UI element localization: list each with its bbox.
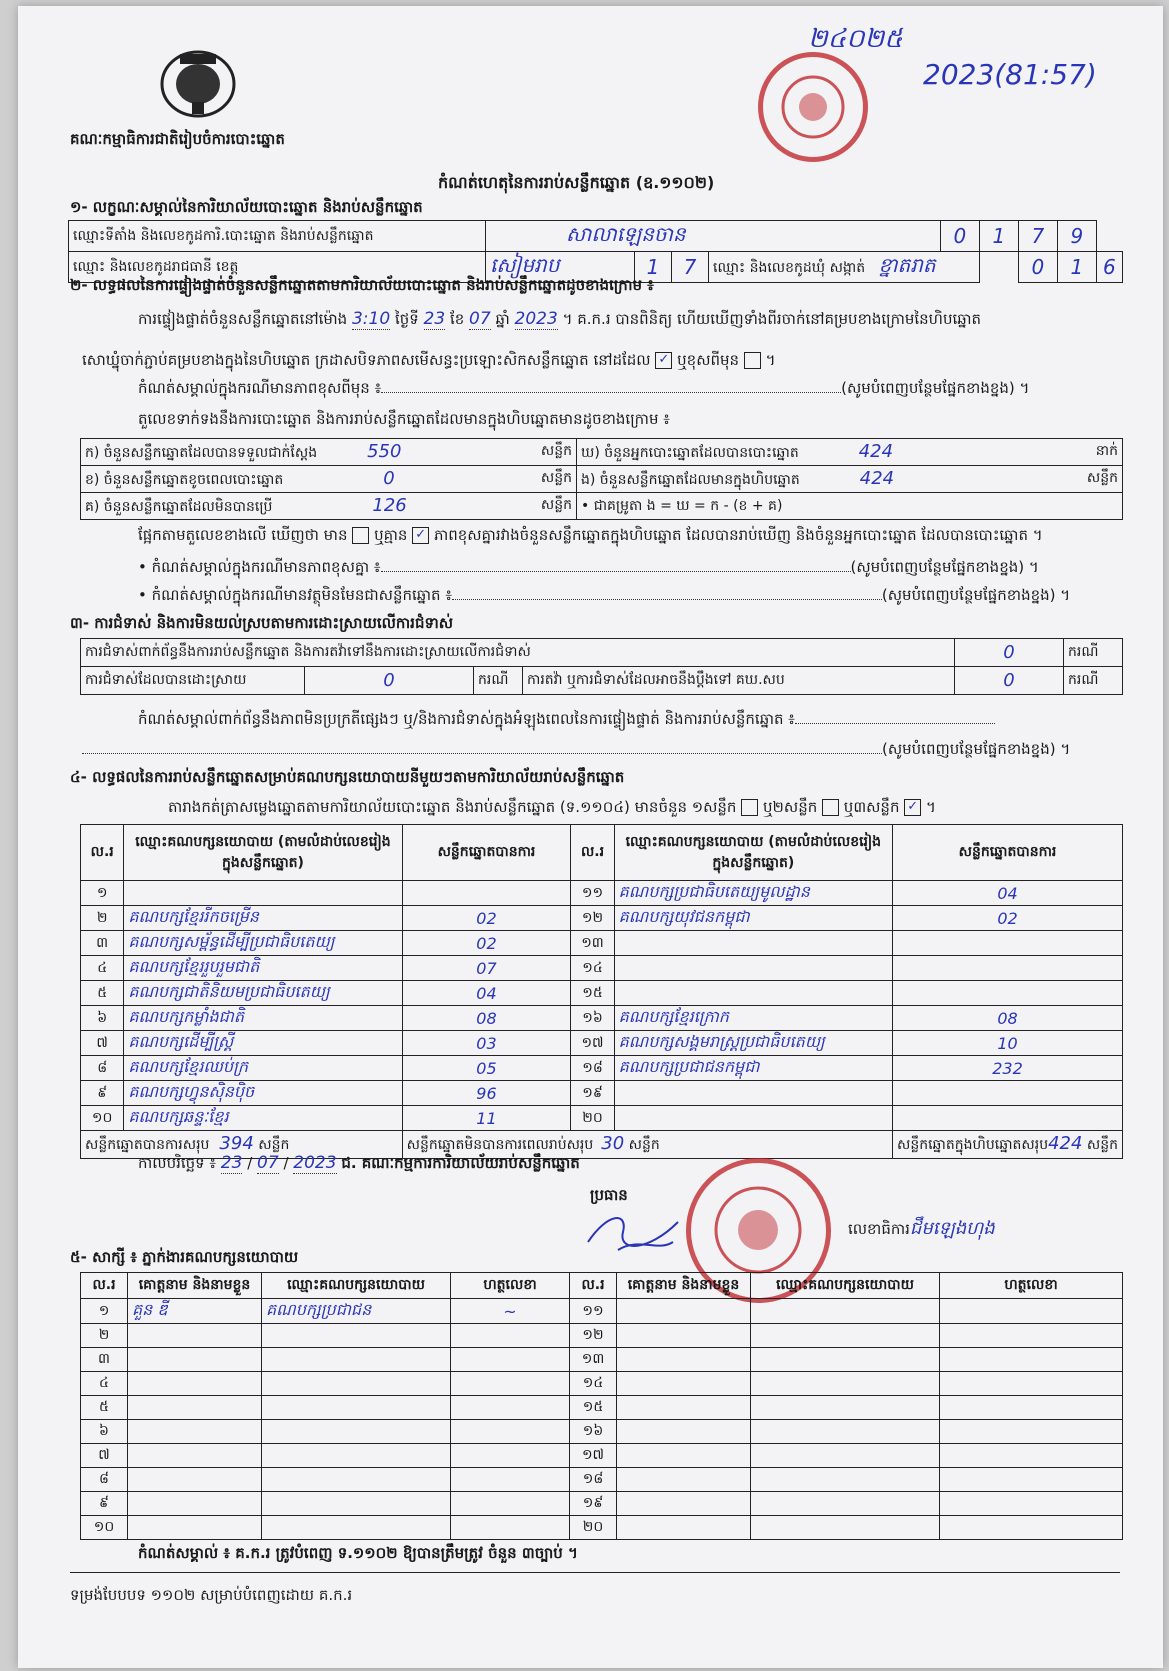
reconciliation-time-line: ការផ្ទៀងផ្ទាត់ចំនួនសន្លឹកឆ្នោតនៅម៉ោង 3:10 ថ្ងៃទី 23 ខែ 07 ឆ្នាំ 2023 ។ គ.ក.រ បានពិនិត្យ ហើយឃើញទាំងពីរចាក់នៅគម្របខាងក្រោមនៃហិបឆ្នោត [138,309,982,329]
party-name [614,981,892,1006]
party-name: គណបក្សខ្មែររួបរួមជាតិ [124,956,402,981]
witness-name [128,1420,262,1444]
row-number: ៥ [81,1396,128,1420]
row-number: ៨ [81,1468,128,1492]
witness-name [128,1348,262,1372]
table-row [81,1396,1123,1420]
party-name: គណបក្សសម្ព័ន្ធដើម្បីប្រជាធិបតេយ្យ [124,931,402,956]
equal-checkbox[interactable] [352,527,369,544]
footer-divider [70,1572,1120,1573]
party-name [614,1081,892,1106]
witness-party [751,1444,940,1468]
witness-signature [451,1348,570,1372]
vote-count: 08 [402,1006,571,1031]
vote-count: 02 [893,906,1123,931]
party-name: គណបក្សប្រជាជនកម្ពុជា [614,1056,892,1081]
witness-name [617,1324,751,1348]
vote-count [893,931,1123,956]
section-5-heading: ៥- សាក្សី ៖ ភ្នាក់ងារគណបក្សនយោបាយ [70,1248,299,1266]
row-number: ៥ [81,981,124,1006]
formula-cell: • ជាគម្រូតា ង = ឃ = ក - (ខ + គ) [577,493,1123,520]
party-name: គណបក្សកម្លាំងជាតិ [124,1006,402,1031]
vote-count: 04 [402,981,571,1006]
row-number: ១៤ [571,956,614,981]
row-number: ១៧ [571,1031,614,1056]
row-number: ១១ [570,1299,617,1324]
witness-table: ល.រ គោត្តនាម និងនាមខ្លួន ឈ្មោះគណបក្សនយោបាយ ហត្ថលេខា ល.រ គោត្តនាម និងនាមខ្លួន ឈ្មោះគណបក្សនយោបាយ ហត្ថលេខា ១ គួន ឌី គណបក្សប្រជាជន ~ ១១ ២ ១២ ៣ ១៣ ៤ ១៤ ៥ ១៥ ៦ ១៦ ៧ ១៧ ៨ ១៨ ៩ ១៩ ១០ ២០ [80,1272,1123,1540]
table-row [81,1081,1123,1106]
row-number: ១៥ [571,981,614,1006]
vote-count [893,1081,1123,1106]
comparison-line: ផ្អែកតាមតួលេខខាងលើ ឃើញថា មាន ឬគ្មាន ✓ ភាពខុសគ្នារវាងចំនួនសន្លឹកឆ្នោតក្នុងហិបឆ្នោត ដែលបានរាប់ឃើញ និងចំនួនអ្នកបោះឆ្នោត ដែលបានបោះឆ្នោត ។ [138,526,1043,544]
vote-count [893,981,1123,1006]
table-row [81,1492,1123,1516]
witness-name [128,1516,262,1540]
secretary-line: លេខាធិការជឹមឡេងហុង [848,1218,995,1239]
row-number: ៩ [81,1081,124,1106]
witness-party [262,1324,451,1348]
witness-party [751,1468,940,1492]
section-1-heading: ១- លក្ខណៈសម្គាល់នៃការិយាល័យបោះឆ្នោត និងរាប់សន្លឹកឆ្នោត [70,198,423,216]
row-number: ១៥ [570,1396,617,1420]
party-name: គណបក្សហ្វុនស៊ិនប៉ិច [124,1081,402,1106]
witness-signature [940,1324,1123,1348]
form-title: កំណត់ហេតុនៃការរាប់សន្លឹកឆ្នោត (ឧ.១១០២) [438,173,715,192]
row-number: ២០ [571,1106,614,1131]
vote-count: 07 [402,956,571,981]
chairman-label: ប្រធាន [590,1186,628,1204]
table-row [81,981,1123,1006]
vote-count: 02 [402,906,571,931]
section-2-heading: ២- លទ្ធផលនៃការផ្ទៀងផ្ទាត់ចំនួនសន្លឹកឆ្នោតតាមការិយាល័យបោះឆ្នោត និងរាប់សន្លឹកឆ្នោតដូចខាងក្រោម ៖ [70,276,654,294]
row-number: ១៣ [570,1348,617,1372]
witness-signature [940,1372,1123,1396]
ballot-summary-intro: តួលេខទាក់ទងនឹងការបោះឆ្នោត និងការរាប់សន្លឹកឆ្នោតដែលមានក្នុងហិបឆ្នោតមានដូចខាងក្រោម ៖ [138,410,670,428]
date-line: កាលបរិច្ឆេទ ៖ 23 / 07 / 2023 ជ. គណៈកម្មការការិយាល័យរាប់សន្លឹកឆ្នោត [138,1153,580,1173]
table-row [81,906,1123,931]
witness-name [617,1444,751,1468]
witness-signature [451,1420,570,1444]
row-number: ១៨ [571,1056,614,1081]
not-ballot-note-line: • កំណត់សម្គាល់ក្នុងករណីមានវត្ថុមិនមែនជាសន្លឹកឆ្នោត ៖ (សូមបំពេញបន្ថែមផ្នែកខាងខ្នង) ។ [138,586,1071,604]
table-row [81,956,1123,981]
complaints-table: ការជំទាស់ពាក់ព័ន្ធនឹងការរាប់សន្លឹកឆ្នោត និងការតវ៉ាទៅនឹងការដោះស្រាយលើការជំទាស់ 0 ករណី ការជំទាស់ដែលបានដោះស្រាយ 0 ករណី ការតវ៉ា ឬការជំទាស់ដែលអាចនឹងប្តឹងទៅ គឃ.សប 0 ករណី [80,638,1123,695]
form-footer: ទម្រង់បែបបទ ១១០២ សម្រាប់បំពេញដោយ គ.ក.រ [70,1586,353,1604]
row-number: ១០ [81,1516,128,1540]
table-row [81,1006,1123,1031]
row-number: ៧ [81,1444,128,1468]
section-1-table: ឈ្មោះទីតាំង និងលេខកូដការិ.បោះឆ្នោត និងរាប់សន្លឹកឆ្នោត សាលាឡេនចាន 0 1 7 9 ឈ្មោះ និងលេខកូដរាជធានី ខេត្ត សៀមរាប 1 7 ឈ្មោះ និងលេខកូដឃុំ សង្កាត់ ខ្នាតរាត 0 1 6 [68,220,1123,283]
party-name: គណបក្សខ្មែរក្រោក [614,1006,892,1031]
stamp-emblem-icon [763,57,863,157]
party-name: គណបក្សជាតិនិយមប្រជាធិបតេយ្យ [124,981,402,1006]
irregularities-note: កំណត់សម្គាល់ពាក់ព័ន្ធនឹងភាពមិនប្រក្រតីផ្សេងៗ ឬ/និងការជំទាស់ក្នុងអំឡុងពេលនៃការផ្ទៀងផ្ទាត់ និងការរាប់សន្លឹកឆ្នោត ៖ [138,710,1123,728]
witness-signature [940,1444,1123,1468]
witness-signature [451,1492,570,1516]
witness-name [128,1492,262,1516]
row-number: ១៩ [570,1492,617,1516]
row-number: ១៤ [570,1372,617,1396]
witness-party [751,1372,940,1396]
seal-intact-checkbox[interactable]: ✓ [655,352,672,369]
section-4-heading: ៤- លទ្ធផលនៃការរាប់សន្លឹកឆ្នោតសម្រាប់គណបក្សនយោបាយនីមួយៗតាមការិយាល័យរាប់សន្លឹកឆ្នោត [70,768,625,786]
vote-count: 05 [402,1056,571,1081]
witness-signature [451,1444,570,1468]
witness-party [751,1396,940,1420]
witness-party [751,1299,940,1324]
table-row [81,1372,1123,1396]
witness-party [262,1492,451,1516]
vote-count [893,1106,1123,1131]
row-number: ៨ [81,1056,124,1081]
witness-signature [940,1348,1123,1372]
witness-signature [940,1468,1123,1492]
office-name-label: ឈ្មោះទីតាំង និងលេខកូដការិ.បោះឆ្នោត និងរាប់សន្លឹកឆ្នោត [69,221,486,252]
table-row [81,1420,1123,1444]
witness-party [262,1348,451,1372]
witness-party [262,1468,451,1492]
row-number: ២ [81,1324,128,1348]
row-number: ៤ [81,1372,128,1396]
witness-party [262,1444,451,1468]
table-row [81,881,1123,906]
row-number: ៩ [81,1492,128,1516]
table-row [81,1324,1123,1348]
row-number: ១៣ [571,931,614,956]
party-name [614,956,892,981]
row-number: ៣ [81,931,124,956]
row-number: ១៨ [570,1468,617,1492]
irregular-note-line: កំណត់សម្គាល់ក្នុងករណីមានភាពខុសពីមុន ៖ (សូមបំពេញបន្ថែមផ្នែកខាងខ្នង) ។ [138,379,1030,397]
witness-name [617,1299,751,1324]
row-number: ២ [81,906,124,931]
party-name [124,881,402,906]
vote-count: 02 [402,931,571,956]
witness-signature [451,1372,570,1396]
witness-signature [451,1468,570,1492]
handwritten-ref-2: 2023(81:57) [923,58,1097,91]
witness-signature [940,1516,1123,1540]
row-number: ៣ [81,1348,128,1372]
capital-province-label: ឈ្មោះ និងលេខកូដរាជធានី ខេត្ត [69,252,486,283]
witness-party [751,1348,940,1372]
witness-party [262,1372,451,1396]
vote-count [402,881,571,906]
witness-party [262,1396,451,1420]
vote-count: 03 [402,1031,571,1056]
witness-name [617,1396,751,1420]
table-row [81,1106,1123,1131]
party-name [614,931,892,956]
witness-party [751,1420,940,1444]
witness-party [262,1516,451,1540]
witness-name [617,1348,751,1372]
witness-signature [451,1324,570,1348]
witness-name [128,1444,262,1468]
vote-count: 04 [893,881,1123,906]
witness-party [751,1516,940,1540]
vote-count [893,956,1123,981]
witness-name [617,1372,751,1396]
commune-value: ខ្នាតរាត [878,253,936,277]
party-results-table: ល.រ ឈ្មោះគណបក្សនយោបាយ (តាមលំដាប់លេខរៀងក្នុងសន្លឹកឆ្នោត) សន្លឹកឆ្នោតបានការ ល.រ ឈ្មោះគណបក្សនយោបាយ (តាមលំដាប់លេខរៀងក្នុងសន្លឹកឆ្នោត) សន្លឹកឆ្នោតបានការ ១ ១១ គណបក្សប្រជាធិបតេយ្យមូលដ្ឋាន 04 ២ គណបក្សខ្មែររីកចម្រើន 02 ១២ គណបក្សយុវជនកម្ពុជា 02 ៣ គណបក្សសម្ព័ន្ធដើម្បីប្រជាធិបតេយ្យ 02 ១៣ ៤ គណបក្សខ្មែររួបរួមជាតិ 07 ១៤ ៥ គណបក្សជាតិនិយមប្រជាធិបតេយ្យ 04 ១៥ ៦ គណបក្សកម្លាំងជាតិ 08 ១៦ គណបក្សខ្មែរក្រោក 08 ៧ គណបក្សដើម្បីស្ត្រី 03 ១៧ គណបក្សសង្គមរាស្ត្រប្រជាធិបតេយ្យ 10 ៨ គណបក្សខ្មែរឈប់ក្រ 05 ១៨ គណបក្សប្រជាជនកម្ពុជា 232 ៩ គណបក្សហ្វុនស៊ិនប៉ិច 96 ១៩ ១០ គណបក្សឆន្ទៈខ្មែរ 11 ២០ សន្លឹកឆ្នោតបានការសរុប 394 សន្លឹក សន្លឹកឆ្នោតមិនបានការពេលរាប់សរុប 30 សន្លឹក សន្លឹកឆ្នោតក្នុងហិបឆ្នោតសរុប424 សន្លឹក [80,824,1123,1159]
party-name: គណបក្សយុវជនកម្ពុជា [614,906,892,931]
row-number: ១០ [81,1106,124,1131]
witness-party [262,1420,451,1444]
witness-signature [940,1396,1123,1420]
commune-label: ឈ្មោះ និងលេខកូដឃុំ សង្កាត់ [713,260,866,276]
chairman-signature-icon [578,1202,688,1258]
witness-name [617,1420,751,1444]
province-value: សៀមរាប [486,252,635,283]
official-stamp-top [758,52,868,162]
witness-name: គួន ឌី [128,1299,262,1324]
witness-name [128,1468,262,1492]
row-number: ៦ [81,1420,128,1444]
office-name-value: សាលាឡេនចាន [486,221,941,252]
tally-sheet-line: តារាងកត់ត្រាសម្លេងឆ្នោតតាមការិយាល័យបោះឆ្នោត និងរាប់សន្លឹកឆ្នោត (ទ.១១០៤) មានចំនួន ១សន្លឹក ឬ២សន្លឹក ឬ៣សន្លឹក ✓ ។ [168,798,936,816]
witness-signature: ~ [451,1299,570,1324]
row-number: ១៧ [570,1444,617,1468]
row-number: ៤ [81,956,124,981]
table-row [81,931,1123,956]
witness-signature [451,1516,570,1540]
witness-party: គណបក្សប្រជាជន [262,1299,451,1324]
table-row [81,1468,1123,1492]
witness-signature [451,1396,570,1420]
seal-check-line: សោឃ្នុំចាក់ភ្ជាប់គម្របខាងក្នុងនៃហិបឆ្នោត ក្រដាសបិទភាពសមើសន្ធះប្រឡោះសិកសន្លឹកឆ្នោត នៅដដែល ✓ ឬខុសពីមុន ។ [82,351,776,369]
row-number: ១២ [571,906,614,931]
vote-count: 96 [402,1081,571,1106]
table-row [81,1056,1123,1081]
party-name: គណបក្សឆន្ទៈខ្មែរ [124,1106,402,1131]
document-page: គណៈកម្មាធិការជាតិរៀបចំការបោះឆ្នោត ២៤០២៥ 2023(81:57) កំណត់ហេតុនៃការរាប់សន្លឹកឆ្នោត (ឧ.១១០២) ១- លក្ខណៈសម្គាល់នៃការិយាល័យបោះឆ្នោត និងរាប់សន្លឹកឆ្នោត ឈ្មោះទីតាំង និងលេខកូដការិ.បោះឆ្នោត និងរាប់សន្លឹកឆ្នោត សាលាឡេនចាន 0 1 7 9 ឈ្មោះ និងលេខកូដរាជធានី ខេត្ត សៀមរាប 1 7 ឈ្មោះ និងលេខកូដឃុំ សង្កាត់ ខ្នាតរាត 0 1 6 ២- លទ្ធផលនៃការផ្ទៀងផ្ទាត់ចំនួនសន្លឹកឆ្នោតតាមការិយាល័យបោះឆ្នោត និងរាប់សន្លឹកឆ្នោតដូចខាងក្រោម ៖ ការផ្ទៀងផ្ទាត់ចំនួនសន្លឹកឆ្នោតនៅម៉ោង 3:10 ថ្ងៃទី 23 ខែ 07 ឆ្នាំ 2023 ។ គ.ក.រ បានពិនិត្យ ហើយឃើញទាំងពីរចាក់នៅគម្របខាងក្រោមនៃហិបឆ្នោត សោឃ្នុំចាក់ភ្ជាប់គម្របខាងក្នុងនៃហិបឆ្នោត ក្រដាសបិទភាពសមើសន្ធះប្រឡោះសិកសន្លឹកឆ្នោត នៅដដែល ✓ ឬខុសពីមុន ។ កំណត់សម្គាល់ក្នុងករណីមានភាពខុសពីមុន ៖ (សូមបំពេញបន្ថែមផ្នែកខាងខ្នង) ។ តួលេខទាក់ទងនឹងការបោះឆ្នោត និងការរាប់សន្លឹកឆ្នោតដែលមានក្នុងហិបឆ្នោតមានដូចខាងក្រោម ៖ ក) ចំនួនសន្លឹកឆ្នោតដែលបានទទួលជាក់ស្តែង 550 សន្លឹក ឃ) ចំនួនអ្នកបោះឆ្នោតដែលបានបោះឆ្នោត 424 នាក់ ខ) ចំនួនសន្លឹកឆ្នោតខូចពេលបោះឆ្នោត 0 សន្លឹក ង) ចំនួនសន្លឹកឆ្នោតដែលមានក្នុងហិបឆ្នោត 424 សន្លឹក គ) ចំនួនសន្លឹកឆ្នោតដែលមិនបានប្រើ 126 សន្លឹក • ជាគម្រូតា ង = ឃ = ក - (ខ + គ) ផ្អែកតាមតួលេខខាងលើ ឃើញថា មាន ឬគ្មាន ✓ ភាពខុសគ្នារវាងចំនួនសន្លឹកឆ្នោតក្នុងហិបឆ្នោត ដែលបានរាប់ឃើញ និងចំនួនអ្នកបោះឆ្នោត ដែលបានបោះឆ្នោត ។ • កំណត់សម្គាល់ក្នុងករណីមានភាពខុសគ្នា ៖ (សូមបំពេញបន្ថែមផ្នែកខាងខ្នង) ។ • កំណត់សម្គាល់ក្នុងករណីមានវត្ថុមិនមែនជាសន្លឹកឆ្នោត ៖ (សូមបំពេញបន្ថែមផ្នែកខាងខ្នង) ។ ៣- ការជំទាស់ និងការមិនយល់ស្របតាមការដោះស្រាយលើការជំទាស់ ការជំទាស់ពាក់ព័ន្ធនឹងការរាប់សន្លឹកឆ្នោត និងការតវ៉ាទៅនឹងការដោះស្រាយលើការជំទាស់ 0 ករណី ការជំទាស់ដែលបានដោះស្រាយ 0 ករណី ការតវ៉ា ឬការជំទាស់ដែលអាចនឹងប្តឹងទៅ គឃ.សប 0 ករណី កំណត់សម្គាល់ពាក់ព័ន្ធនឹងភាពមិនប្រក្រតីផ្សេងៗ ឬ/និងការជំទាស់ក្នុងអំឡុងពេលនៃការផ្ទៀងផ្ទាត់ និងការរាប់សន្លឹកឆ្នោត ៖ (សូមបំពេញបន្ថែមផ្នែកខាងខ្នង) ។ ៤- លទ្ធផលនៃការរាប់សន្លឹកឆ្នោតសម្រាប់គណបក្សនយោបាយនីមួយៗតាមការិយាល័យរាប់សន្លឹកឆ្នោត តារាងកត់ត្រាសម្លេងឆ្នោតតាមការិយាល័យបោះឆ្នោត និងរាប់សន្លឹកឆ្នោត (ទ.១១០៤) មានចំនួន ១សន្លឹក ឬ២សន្លឹក ឬ៣សន្លឹក ✓ ។ ល.រ ឈ្មោះគណបក្សនយោបាយ (តាមលំដាប់លេខរៀងក្នុងសន្លឹកឆ្នោត) សន្លឹកឆ្នោតបានការ ល.រ ឈ្មោះគណបក្សនយោបាយ (តាមលំដាប់លេខរៀងក្នុងសន្លឹកឆ្នោត) សន្លឹកឆ្នោតបានការ ១ ១១ គណបក្សប្រជាធិបតេយ្យមូលដ្ឋាន 04 ២ គណបក្សខ្មែររីកចម្រើន 02 ១២ គណបក្សយុវជនកម្ពុជា 02 ៣ គណបក្សសម្ព័ន្ធដើម្បីប្រជាធិបតេយ្យ 02 ១៣ ៤ គណបក្សខ្មែររួបរួមជាតិ 07 ១៤ ៥ គណបក្សជាតិនិយមប្រជាធិបតេយ្យ 04 ១៥ ៦ គណបក្សកម្លាំងជាតិ 08 ១៦ គណបក្សខ្មែរក្រោក 08 ៧ គណបក្សដើម្បីស្ត្រី 03 ១៧ គណបក្សសង្គមរាស្ត្រប្រជាធិបតេយ្យ 10 ៨ គណបក្សខ្មែរឈប់ក្រ 05 ១៨ គណបក្សប្រជាជនកម្ពុជា 232 ៩ គណបក្សហ្វុនស៊ិនប៉ិច 96 ១៩ ១០ គណបក្សឆន្ទៈខ្មែរ 11 ២០ សន្លឹកឆ្នោតបានការសរុប 394 សន្លឹក សន្លឹកឆ្នោតមិនបានការពេលរាប់សរុប 30 សន្លឹក សន្លឹកឆ្នោតក្នុងហិបឆ្នោតសរុប424 សន្លឹក កាលបរិច្ឆេទ ៖ 23 / 07 / 2023 ជ. គណៈកម្មការការិយាល័យរាប់សន្លឹកឆ្នោត ប្រធាន លេខាធិការជឹមឡេងហុង ៥- សាក្សី ៖ ភ្នាក់ងារគណបក្សនយោបាយ ល.រ គោត្តនាម និងនាមខ្លួន ឈ្មោះគណបក្សនយោបាយ ហត្ថលេខា ល.រ គោត្តនាម និងនាមខ្លួន ឈ្មោះគណបក្សនយោបាយ ហត្ថលេខា ១ គួន ឌី គណបក្សប្រជាជន ~ ១១ ២ ១២ ៣ ១៣ ៤ ១៤ ៥ ១៥ ៦ ១៦ ៧ ១៧ ៨ ១៨ ៩ ១៩ ១០ ២០ កំណត់សម្គាល់ ៖ គ.ក.រ ត្រូវបំពេញ ទ.១១០២ ឱ្យបានត្រឹមត្រូវ ចំនួន ៣ច្បាប់ ។ ទម្រង់បែបបទ ១១០២ សម្រាប់បំពេញដោយ គ.ក.រ [18,6,1163,1668]
seal-broken-checkbox[interactable] [744,352,761,369]
table-row [81,1348,1123,1372]
row-number: ១៦ [570,1420,617,1444]
row-number: ១១ [571,881,614,906]
three-sheets-checkbox[interactable]: ✓ [904,799,921,816]
different-checkbox[interactable]: ✓ [412,527,429,544]
row-number: ១ [81,881,124,906]
table-row [81,1299,1123,1324]
footnote: កំណត់សម្គាល់ ៖ គ.ក.រ ត្រូវបំពេញ ទ.១១០២ ឱ្យបានត្រឹមត្រូវ ចំនួន ៣ច្បាប់ ។ [138,1544,578,1562]
witness-name [617,1468,751,1492]
row-number: ១៦ [571,1006,614,1031]
nec-emblem-icon [158,46,238,118]
witness-name [617,1516,751,1540]
party-name: គណបក្សដើម្បីស្ត្រី [124,1031,402,1056]
witness-signature [940,1420,1123,1444]
vote-count: 10 [893,1031,1123,1056]
row-number: ៦ [81,1006,124,1031]
row-number: ៧ [81,1031,124,1056]
party-name: គណបក្សខ្មែររីកចម្រើន [124,906,402,931]
party-name: គណបក្សសង្គមរាស្ត្រប្រជាធិបតេយ្យ [614,1031,892,1056]
witness-name [617,1492,751,1516]
handwritten-ref-1: ២៤០២៥ [808,24,903,54]
vote-count: 11 [402,1106,571,1131]
party-name: គណបក្សប្រជាធិបតេយ្យមូលដ្ឋាន [614,881,892,906]
row-number: ១២ [570,1324,617,1348]
row-number: ១៩ [571,1081,614,1106]
table-row [81,1516,1123,1540]
witness-party [751,1492,940,1516]
ballot-summary-table: ក) ចំនួនសន្លឹកឆ្នោតដែលបានទទួលជាក់ស្តែង 550 សន្លឹក ឃ) ចំនួនអ្នកបោះឆ្នោតដែលបានបោះឆ្នោត 424 នាក់ ខ) ចំនួនសន្លឹកឆ្នោតខូចពេលបោះឆ្នោត 0 សន្លឹក ង) ចំនួនសន្លឹកឆ្នោតដែលមានក្នុងហិបឆ្នោត 424 សន្លឹក គ) ចំនួនសន្លឹកឆ្នោតដែលមិនបានប្រើ 126 សន្លឹក • ជាគម្រូតា ង = ឃ = ក - (ខ + គ) [80,438,1123,520]
party-name [614,1106,892,1131]
witness-name [128,1324,262,1348]
witness-party [751,1324,940,1348]
vote-count: 08 [893,1006,1123,1031]
witness-name [128,1372,262,1396]
row-number: ២០ [570,1516,617,1540]
commission-name: គណៈកម្មាធិការជាតិរៀបចំការបោះឆ្នោត [70,130,285,148]
witness-name [128,1396,262,1420]
section-3-heading: ៣- ការជំទាស់ និងការមិនយល់ស្របតាមការដោះស្រាយលើការជំទាស់ [70,614,454,632]
vote-count: 232 [893,1056,1123,1081]
row-number: ១ [81,1299,128,1324]
table-row [81,1031,1123,1056]
error-note-line: • កំណត់សម្គាល់ក្នុងករណីមានភាពខុសគ្នា ៖ (សូមបំពេញបន្ថែមផ្នែកខាងខ្នង) ។ [138,558,1039,576]
party-name: គណបក្សខ្មែរឈប់ក្រ [124,1056,402,1081]
witness-signature [940,1299,1123,1324]
witness-signature [940,1492,1123,1516]
table-row [81,1444,1123,1468]
